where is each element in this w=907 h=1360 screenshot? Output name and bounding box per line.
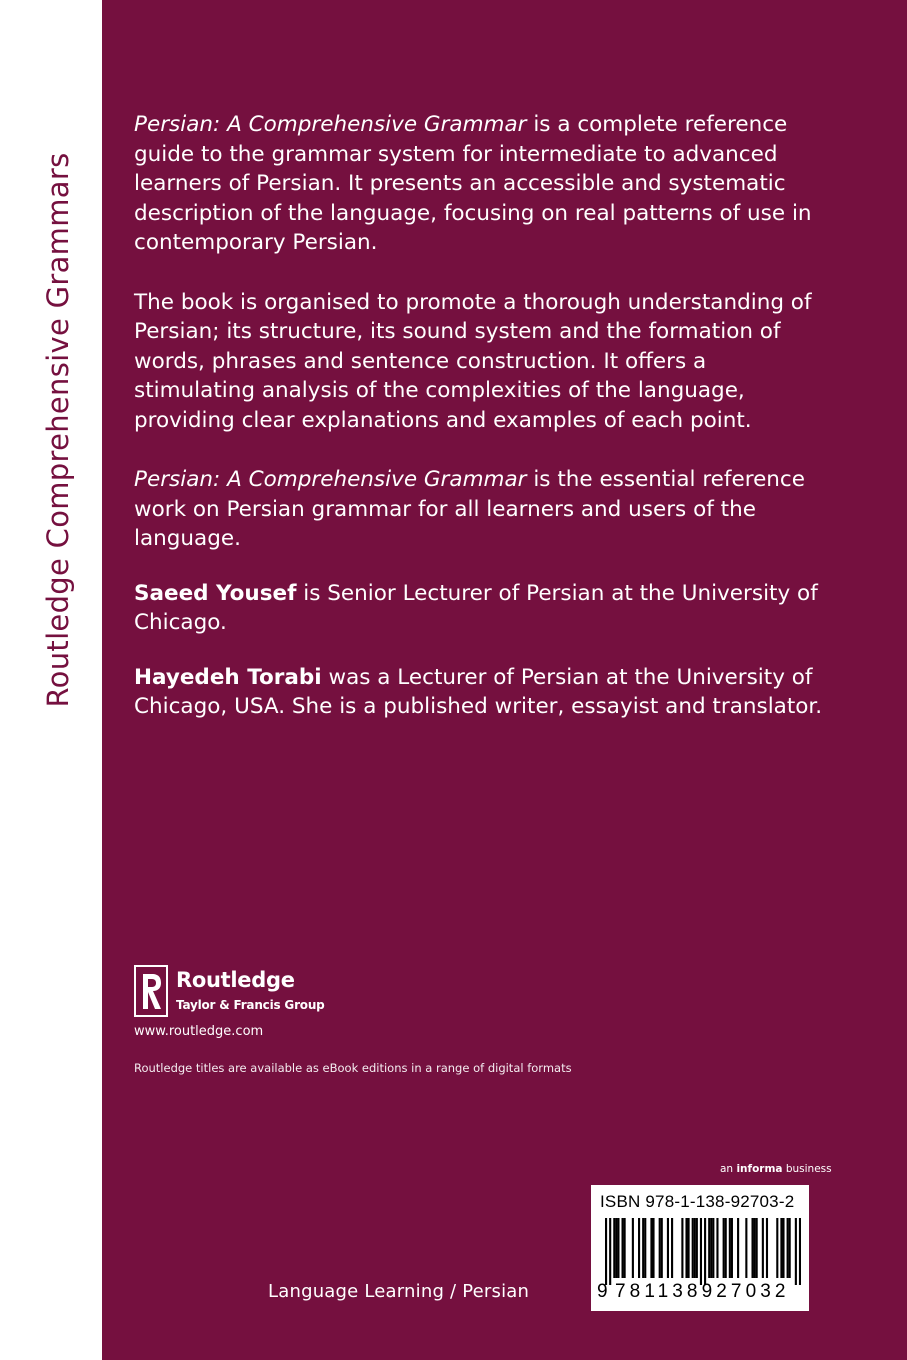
barcode-bar <box>644 1218 646 1278</box>
barcode-bar <box>766 1218 768 1278</box>
publisher-name: Routledge <box>176 968 295 992</box>
barcode-bar <box>661 1218 663 1278</box>
barcode-bar <box>756 1218 758 1278</box>
barcode-bar <box>700 1218 702 1285</box>
routledge-r-icon <box>134 965 168 1017</box>
barcode-bar <box>696 1218 698 1278</box>
author-name: Hayedeh Torabi <box>134 664 322 690</box>
barcode-bar <box>754 1218 756 1278</box>
barcode-bars <box>605 1218 801 1285</box>
barcode-bar <box>708 1218 710 1278</box>
barcode-bar <box>622 1218 624 1278</box>
routledge-logo <box>134 965 434 1017</box>
barcode-bar <box>667 1218 669 1278</box>
barcode-bar <box>692 1218 694 1278</box>
blurb-paragraph-1: Persian: A Comprehensive Grammar is a complete reference guide to the grammar system for intermediate to advanced learners of Persian. It presents an accessible and systematic description of the language, focusing on real patterns of use in contemporary Persian. <box>134 112 812 255</box>
blurb-paragraph-3: Persian: A Comprehensive Grammar is the essential reference work on Persian grammar for all learners and users of the language. <box>134 467 805 551</box>
subject-category: Language Learning / Persian <box>268 1281 530 1302</box>
barcode-bar <box>780 1218 782 1278</box>
barcode-bar <box>776 1218 778 1278</box>
barcode-bar <box>659 1218 661 1278</box>
barcode-bar <box>723 1218 725 1278</box>
book-title: Persian: A Comprehensive Grammar <box>134 112 527 137</box>
barcode-bar <box>617 1218 619 1278</box>
publisher-group: Taylor & Francis Group <box>176 998 325 1012</box>
barcode-bar <box>745 1218 747 1278</box>
barcode-bar <box>795 1218 797 1285</box>
barcode-bar <box>652 1218 654 1278</box>
barcode-bar <box>681 1218 683 1278</box>
isbn-label: ISBN 978-1-138-92703-2 <box>600 1192 795 1211</box>
barcode-box <box>591 1185 809 1311</box>
barcode-bar <box>737 1218 739 1278</box>
ebook-note: Routledge titles are available as eBook editions in a range of digital formats <box>134 1061 572 1075</box>
barcode-bar <box>650 1218 652 1278</box>
barcode-bar <box>694 1218 696 1278</box>
barcode-bar <box>710 1218 712 1278</box>
author-name: Saeed Yousef <box>134 580 297 606</box>
barcode-bar <box>685 1218 687 1278</box>
barcode-bar <box>762 1218 764 1278</box>
spine-panel <box>0 0 102 1360</box>
publisher-url: www.routledge.com <box>134 1024 264 1039</box>
barcode-bar <box>615 1218 617 1278</box>
barcode-bar <box>671 1218 673 1278</box>
barcode-bar <box>799 1218 801 1285</box>
barcode-bar <box>613 1218 615 1278</box>
barcode-bar <box>632 1218 634 1278</box>
blurb-paragraph-2: The book is organised to promote a thorough understanding of Persian; its structure, its sound system and the formation of words, phrases and sentence construction. It offers a stimulating analysis of the complexities of the language, providing clear explanations and examples of each point. <box>134 289 812 433</box>
author-bio-1: Saeed Yousef is Senior Lecturer of Persian at the University of Chicago. <box>134 580 818 635</box>
barcode-bar <box>729 1218 731 1278</box>
barcode-bar <box>716 1218 718 1278</box>
barcode-bar <box>624 1218 626 1278</box>
barcode-bar <box>782 1218 784 1278</box>
back-cover-blurb <box>134 110 834 752</box>
barcode-bar <box>642 1218 644 1278</box>
barcode-bar <box>725 1218 727 1278</box>
barcode-bar <box>789 1218 791 1278</box>
barcode-bar <box>609 1218 611 1285</box>
ean-remaining-digits: 781138927032 <box>615 1281 790 1302</box>
informa-business-tag: an informa business <box>720 1163 832 1175</box>
author-bio-2: Hayedeh Torabi was a Lecturer of Persian at the University of Chicago, USA. She is a published writer, essayist and translator. <box>134 664 823 719</box>
barcode-bar <box>731 1218 733 1278</box>
barcode-bar <box>712 1218 714 1278</box>
book-title: Persian: A Comprehensive Grammar <box>134 467 527 492</box>
series-title: Routledge Comprehensive Grammars <box>41 152 75 708</box>
ean-first-digit: 9 <box>597 1281 608 1302</box>
barcode-bar <box>787 1218 789 1278</box>
barcode-bar <box>688 1218 690 1278</box>
barcode-bar <box>751 1218 753 1278</box>
barcode-bar <box>638 1218 640 1278</box>
barcode-bar <box>605 1218 607 1285</box>
barcode-bar <box>704 1218 706 1285</box>
